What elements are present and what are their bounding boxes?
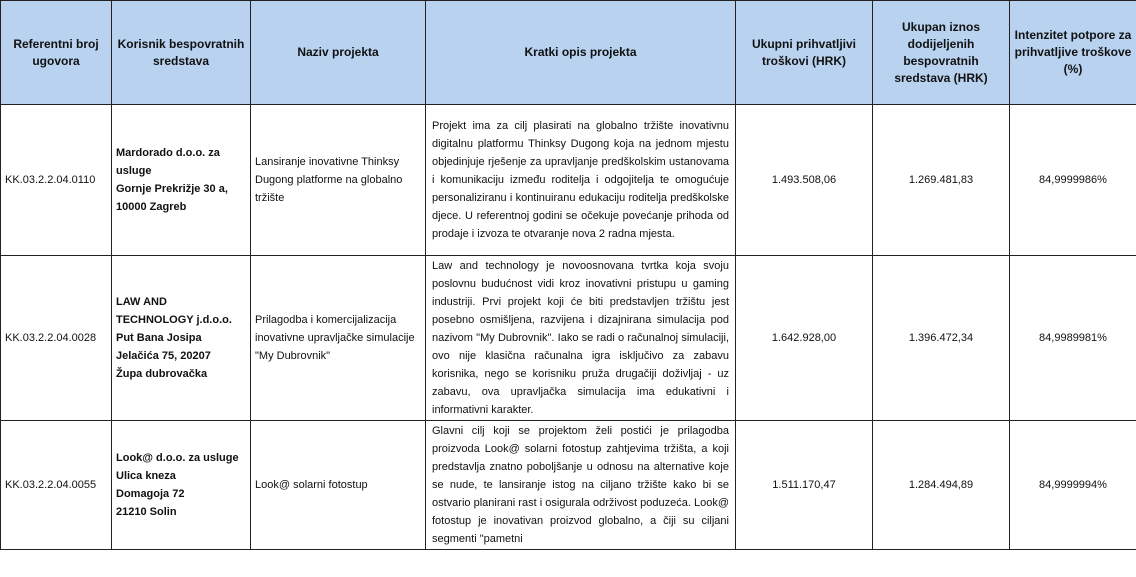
project-name-cell: Lansiranje inovativne Thinksy Dugong platforme na globalno tržište — [251, 105, 426, 256]
header-beneficiary: Korisnik bespovratnih sredstava — [112, 1, 251, 105]
header-row — [1, 1, 1136, 105]
ref-cell: KK.03.2.2.04.0055 — [1, 421, 112, 550]
beneficiary-line: Gornje Prekrižje 30 a, — [116, 183, 228, 195]
table-row — [1, 256, 1136, 421]
beneficiary-cell — [112, 105, 251, 256]
project-name-cell: Prilagodba i komercijalizacija inovativne upravljačke simulacije "My Dubrovnik" — [251, 256, 426, 421]
intensity-cell: 84,9999994% — [1010, 421, 1136, 550]
header-description: Kratki opis projekta — [426, 1, 736, 105]
beneficiary-line: Župa dubrovačka — [116, 368, 208, 380]
grant-amount-cell: 1.284.494,89 — [873, 421, 1010, 550]
grant-amount-cell: 1.396.472,34 — [873, 256, 1010, 421]
description-cell: Law and technology je novoosnovana tvrtka koja svoju poslovnu budućnost vidi kroz inovativni pristupu u gaming industriji. Prvi projekt koji će biti predstavljen tržištu jest posebno osmišljena, razvijena i dizajnirana simulacija pod nazivom "My Dubrovnik". Iako se radi o računalnoj simulaciji, ovo nije klasična računalna igra isključivo za zabavu korisnika, nego se korisniku pruža drugačiji doživljaj - uz zabavu, ova upravljačka simulacija ima edukativni i informativni karakter. — [426, 256, 736, 421]
description-cell: Projekt ima za cilj plasirati na globalno tržište inovativnu digitalnu platformu Thinksy Dugong koja na jednom mjestu objedinjuje rješenje za upravljanje predškolskim ustanovama i komunikaciju između roditelja i odgojitelja te omogućuje personaliziranu i kontinuiranu edukaciju roditelja predškolske djece. U referentnoj godini se očekuje povećanje prihoda od prodaje i izvoza te otvaranje nova 2 radna mjesta. — [426, 105, 736, 256]
header-eligible-costs: Ukupni prihvatljivi troškovi (HRK) — [736, 1, 873, 105]
eligible-costs-cell: 1.511.170,47 — [736, 421, 873, 550]
beneficiary-line: Ulica kneza — [116, 470, 176, 482]
header-ref: Referentni broj ugovora — [1, 1, 112, 105]
eligible-costs-cell: 1.493.508,06 — [736, 105, 873, 256]
ref-cell: KK.03.2.2.04.0110 — [1, 105, 112, 256]
project-name-cell: Look@ solarni fotostup — [251, 421, 426, 550]
header-grant-amount: Ukupan iznos dodijeljenih bespovratnih sredstava (HRK) — [873, 1, 1010, 105]
beneficiary-line: Look@ d.o.o. za usluge — [116, 452, 239, 464]
beneficiary-cell — [112, 421, 251, 550]
description-cell: Glavni cilj koji se projektom želi postići je prilagodba proizvoda Look@ solarni fotostup zahtjevima tržišta, a koji predstavlja znatno poboljšanje u odnosu na alternative koje se nude, te lansiranje istog na ciljano tržište kako bi se ostvario planirani rast i osigurala održivost poduzeća. Look@ fotostup je inovativan proizvod globalno, a čiji su ciljani segmenti "pametni — [426, 421, 736, 550]
beneficiary-line: Jelačića 75, 20207 — [116, 350, 211, 362]
beneficiary-line: Put Bana Josipa — [116, 332, 202, 344]
intensity-cell: 84,9989981% — [1010, 256, 1136, 421]
grant-amount-cell: 1.269.481,83 — [873, 105, 1010, 256]
beneficiary-line: 21210 Solin — [116, 506, 177, 518]
ref-cell: KK.03.2.2.04.0028 — [1, 256, 112, 421]
beneficiary-line: Mardorado d.o.o. za usluge — [116, 147, 220, 177]
beneficiary-line: Domagoja 72 — [116, 488, 185, 500]
intensity-cell: 84,9999986% — [1010, 105, 1136, 256]
header-project-name: Naziv projekta — [251, 1, 426, 105]
eligible-costs-cell: 1.642.928,00 — [736, 256, 873, 421]
beneficiary-line: LAW AND TECHNOLOGY j.d.o.o. — [116, 296, 232, 326]
beneficiary-cell — [112, 256, 251, 421]
table-row — [1, 105, 1136, 256]
header-intensity: Intenzitet potpore za prihvatljive troškove (%) — [1010, 1, 1136, 105]
table-row — [1, 421, 1136, 550]
beneficiary-line: 10000 Zagreb — [116, 201, 187, 213]
